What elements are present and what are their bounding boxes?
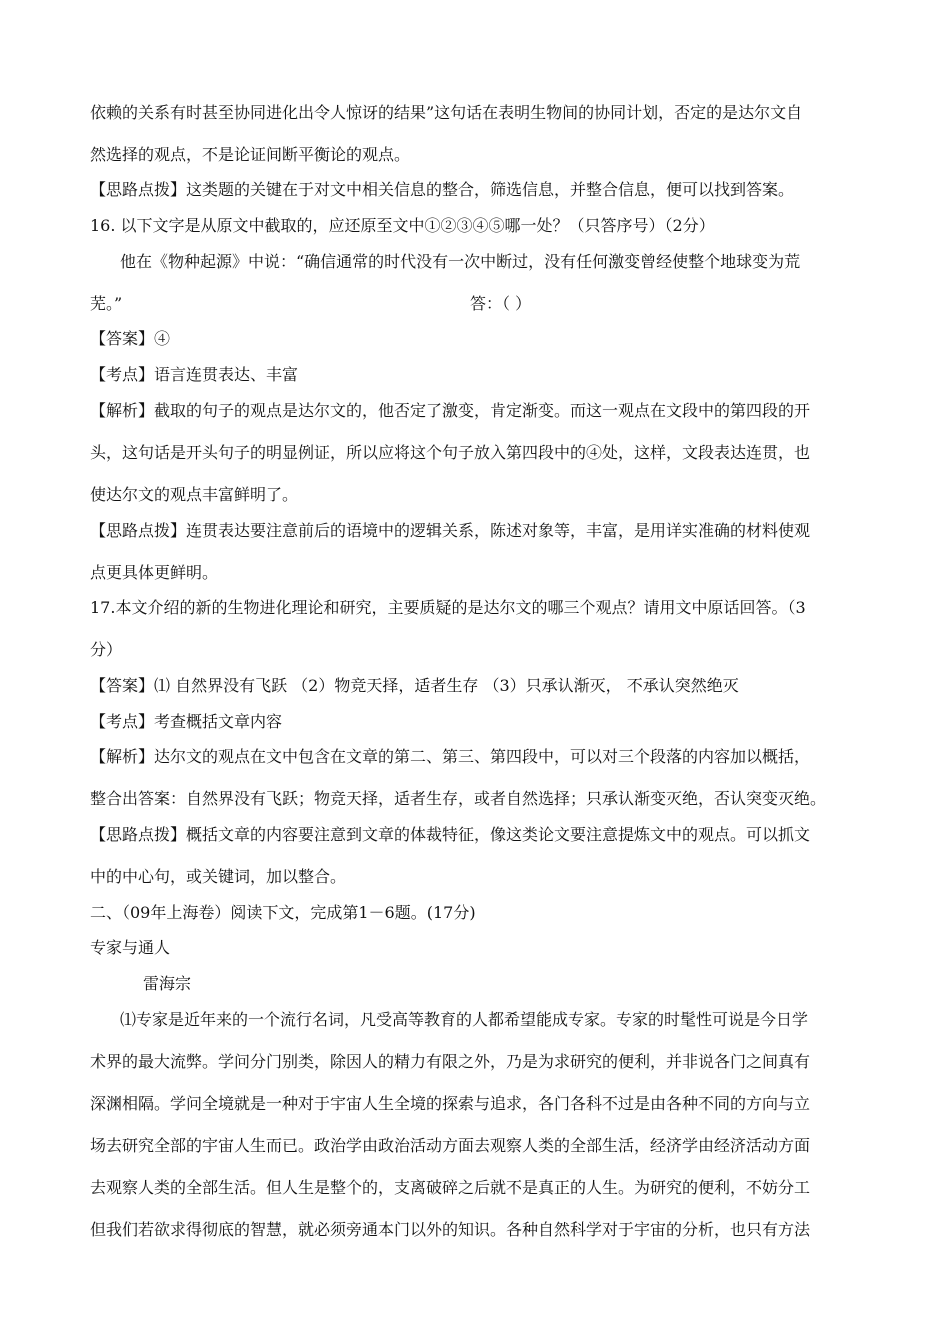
article-paragraph-line: 去观察人类的全部生活。但人生是整个的，支离破碎之后就不是真正的人生。为研究的便利，不妨分工 (90, 1178, 811, 1197)
question-16: 16. 以下文字是从原文中截取的，应还原至文中①②③④⑤哪一处？（只答序号）（2分） (90, 216, 715, 235)
article-title: 专家与通人 (90, 938, 171, 957)
topic-line: 【考点】考查概括文章内容 (90, 712, 283, 731)
article-paragraph-line: 但我们若欲求得彻底的智慧，就必须旁通本门以外的知识。各种自然科学对于宇宙的分析，也只有方法 (90, 1220, 811, 1239)
quote-line: 芜。” (90, 294, 123, 313)
hint-line: 点更具体更鲜明。 (90, 563, 219, 582)
answer-blank: 答：（ ） (470, 294, 532, 313)
analysis-line: 头，这句话是开头句子的明显例证，所以应将这个句子放入第四段中的④处，这样，文段表达连贯，也 (90, 443, 811, 462)
question-17: 17.本文介绍的新的生物进化理论和研究，主要质疑的是达尔文的哪三个观点？请用文中原话回答。（3 (90, 598, 806, 617)
article-paragraph-line: ⑴专家是近年来的一个流行名词，凡受高等教育的人都希望能成专家。专家的时髦性可说是今日学 (120, 1010, 809, 1029)
article-author: 雷海宗 (143, 974, 192, 993)
analysis-line: 【解析】截取的句子的观点是达尔文的，他否定了激变，肯定渐变。而这一观点在文段中的第四段的开 (90, 401, 811, 420)
answer-line: 【答案】⑴ 自然界没有飞跃 （2）物竞天择，适者生存 （3）只承认渐灭， 不承认突然绝灭 (90, 676, 739, 695)
hint-line: 【思路点拨】这类题的关键在于对文中相关信息的整合，筛选信息，并整合信息，便可以找到答案。 (90, 180, 795, 199)
article-paragraph-line: 术界的最大流弊。学问分门别类，除因人的精力有限之外，乃是为求研究的便利，并非说各门之间真有 (90, 1052, 811, 1071)
quote-line: 他在《物种起源》中说：“确信通常的时代没有一次中断过，没有任何激变曾经使整个地球变为荒 (120, 252, 801, 271)
question-17: 分） (90, 640, 123, 659)
topic-line: 【考点】语言连贯表达、丰富 (90, 365, 299, 384)
text-line: 然选择的观点，不是论证间断平衡论的观点。 (90, 145, 411, 164)
text-line: 依赖的关系有时甚至协同进化出令人惊讶的结果”这句话在表明生物间的协同计划，否定的是达尔文自 (90, 103, 803, 122)
article-paragraph-line: 深渊相隔。学问全境就是一种对于宇宙人生全境的探索与追求，各门各科不过是由各种不同的方向与立 (90, 1094, 811, 1113)
section-heading: 二、（09年上海卷）阅读下文，完成第1－6题。(17分) (90, 903, 476, 922)
answer-line: 【答案】④ (90, 329, 171, 348)
hint-line: 【思路点拨】连贯表达要注意前后的语境中的逻辑关系，陈述对象等，丰富，是用详实准确的材料使观 (90, 521, 811, 540)
article-paragraph-line: 场去研究全部的宇宙人生而已。政治学由政治活动方面去观察人类的全部生活，经济学由经济活动方面 (90, 1136, 811, 1155)
analysis-line: 整合出答案：自然界没有飞跃；物竞天择，适者生存，或者自然选择；只承认渐变灭绝，否认突变灭绝。 (90, 789, 827, 808)
hint-line: 中的中心句，或关键词，加以整合。 (90, 867, 347, 886)
analysis-line: 使达尔文的观点丰富鲜明了。 (90, 485, 299, 504)
hint-line: 【思路点拨】概括文章的内容要注意到文章的体裁特征，像这类论文要注意提炼文中的观点。可以抓文 (90, 825, 811, 844)
analysis-line: 【解析】达尔文的观点在文中包含在文章的第二、第三、第四段中，可以对三个段落的内容加以概括， (90, 747, 811, 766)
